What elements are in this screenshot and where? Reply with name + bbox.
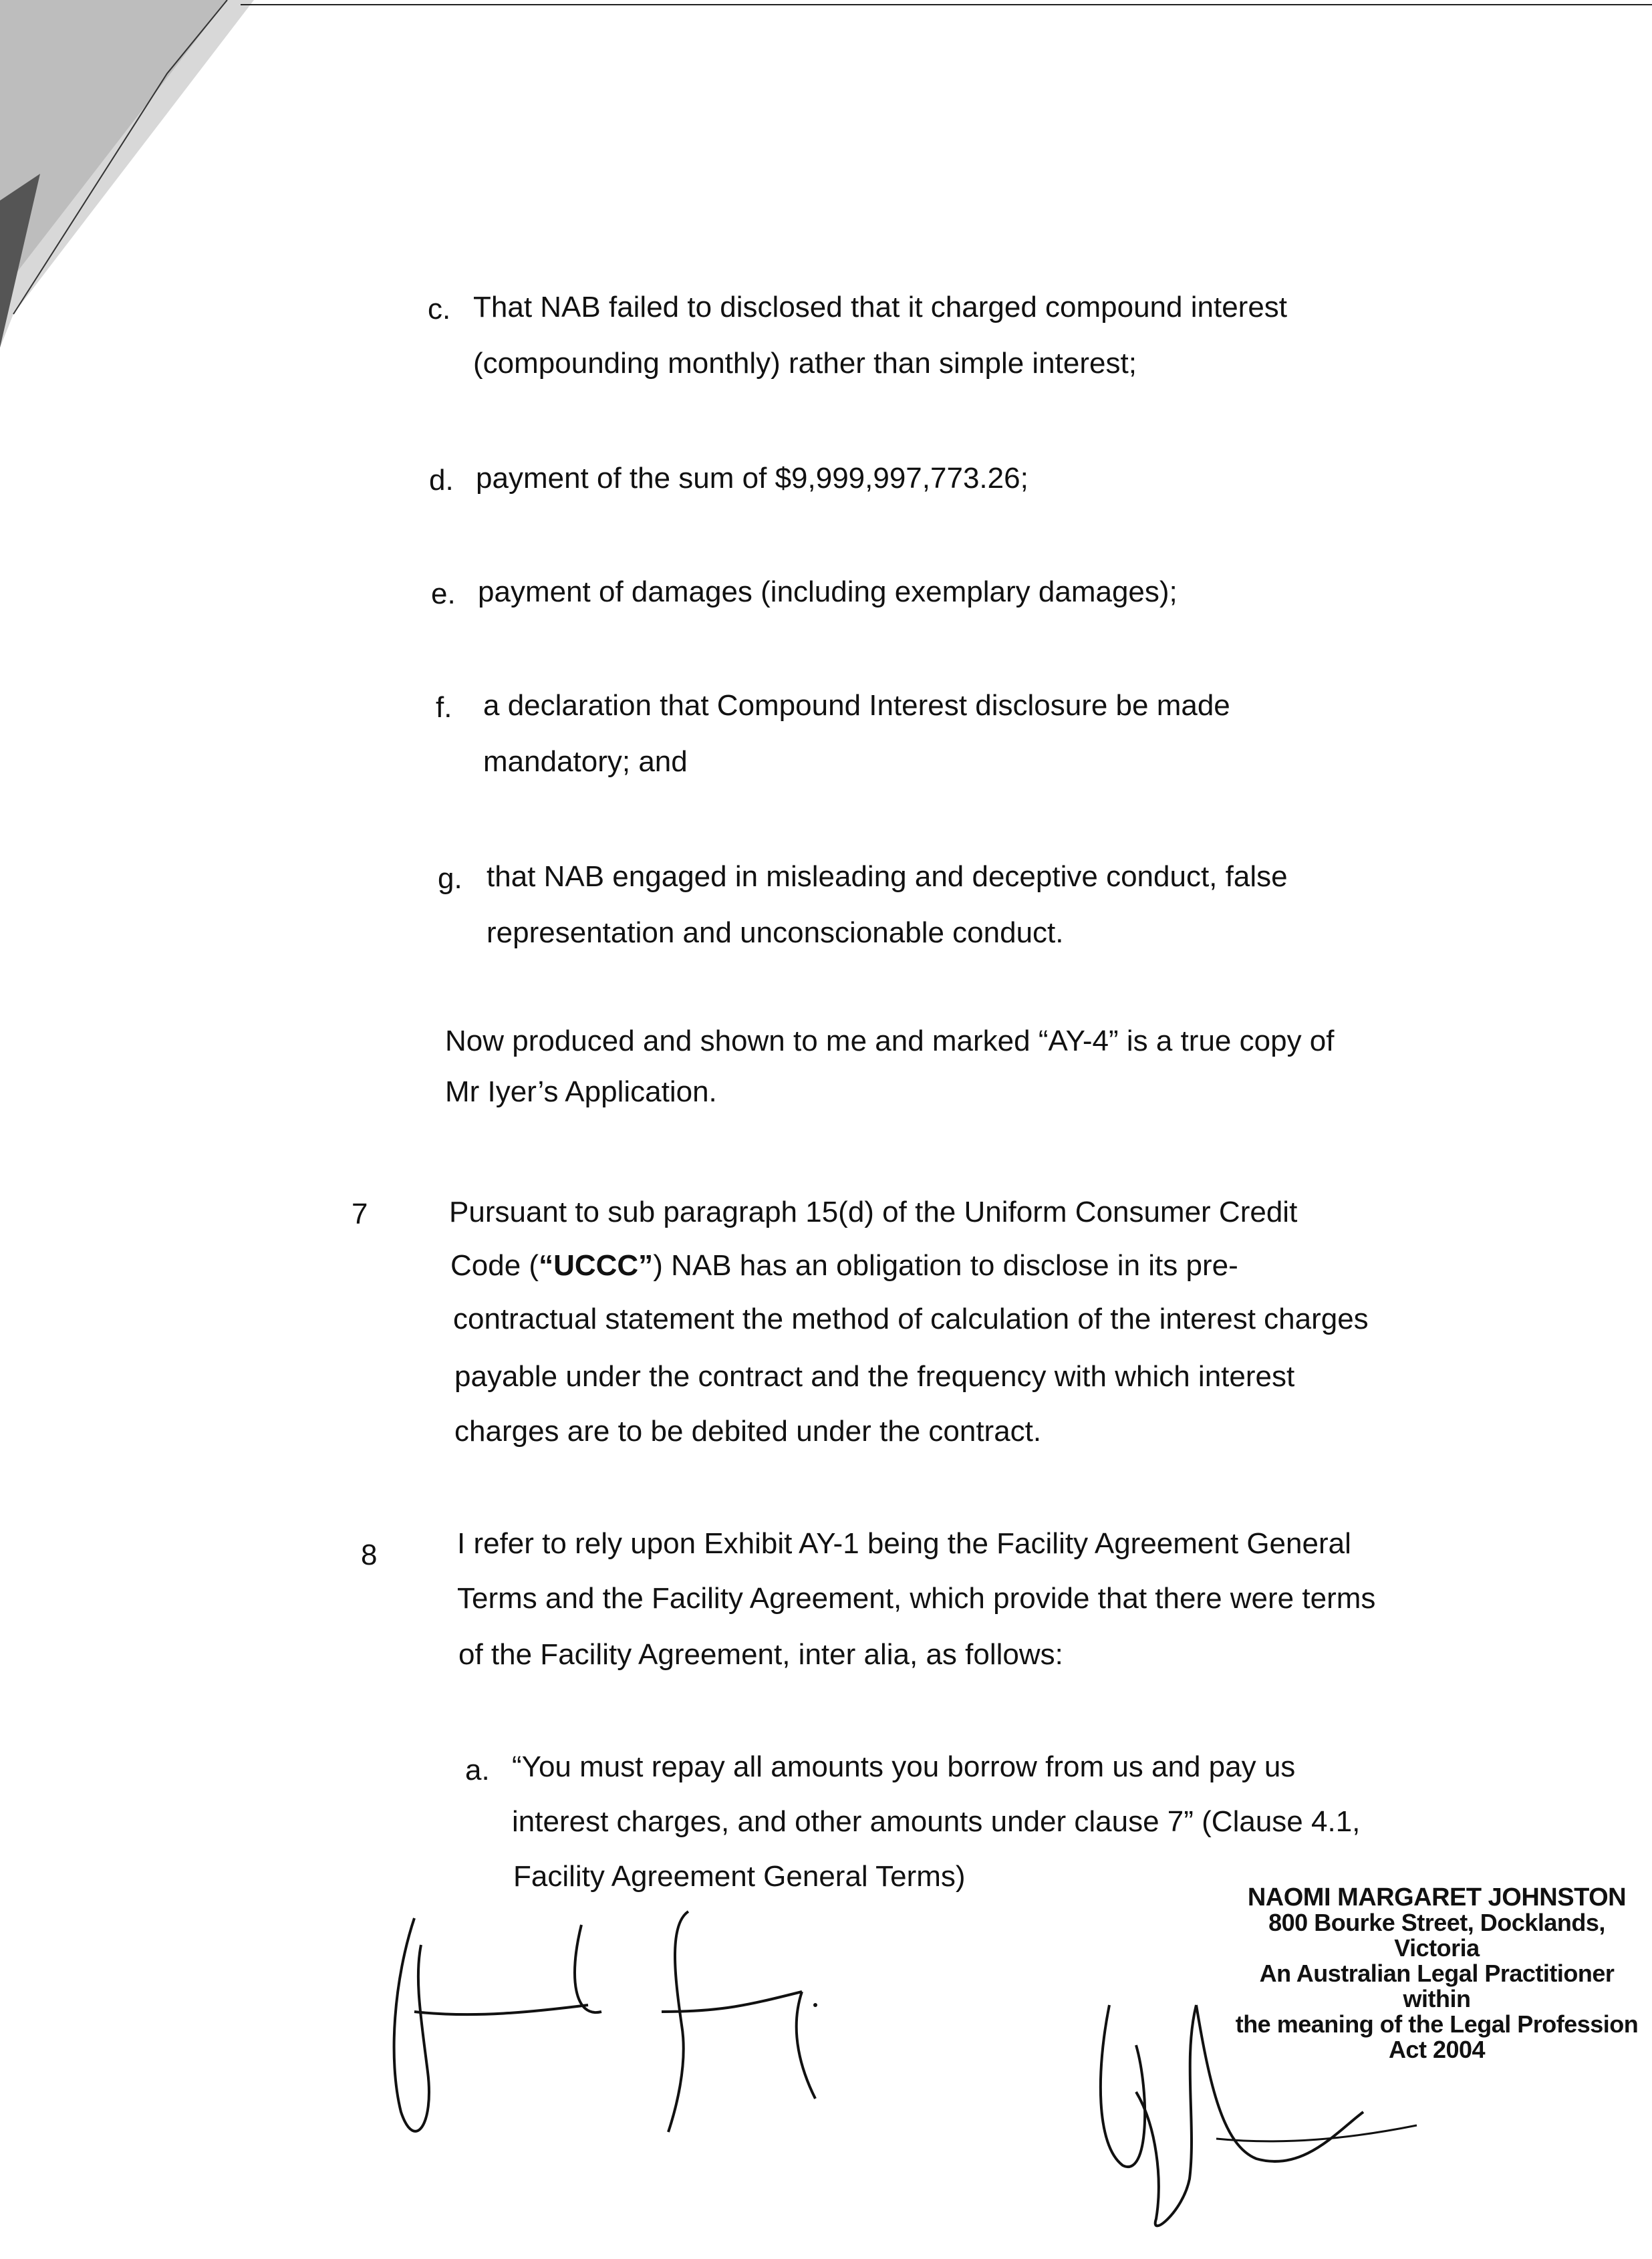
paragraph-7-line-5: charges are to be debited under the contract.	[454, 1415, 1042, 1448]
paragraph-7-line-2: Code (“UCCC”) NAB has an obligation to disclose in its pre-	[450, 1249, 1238, 1282]
sub-item-a-line-3: Facility Agreement General Terms)	[513, 1860, 966, 1893]
item-f-line-2: mandatory; and	[483, 745, 688, 778]
item-d-line-1: payment of the sum of $9,999,997,773.26;	[476, 462, 1028, 495]
item-c-line-2: (compounding monthly) rather than simple interest;	[473, 347, 1137, 380]
paragraph-7-line-3: contractual statement the method of calculation of the interest charges	[453, 1303, 1369, 1335]
witness-address: 800 Bourke Street, Docklands, Victoria	[1268, 1909, 1605, 1962]
uccc-defined-term: “UCCC”	[539, 1249, 654, 1282]
exhibit-note-line-1: Now produced and shown to me and marked “AY-4” is a true copy of	[445, 1025, 1335, 1057]
item-label: d.	[429, 464, 454, 497]
witness-signature	[1083, 1925, 1497, 2232]
witness-qualification-1: An Australian Legal Practitioner within	[1259, 1960, 1615, 2012]
item-label: e.	[431, 577, 456, 610]
paragraph-number: 8	[361, 1539, 378, 1571]
item-label: g.	[438, 862, 462, 895]
page-edge-line	[241, 4, 1652, 5]
item-label: c.	[428, 293, 451, 325]
paragraph-8-line-1: I refer to rely upon Exhibit AY-1 being the Facility Agreement General	[457, 1527, 1351, 1560]
item-g-line-1: that NAB engaged in misleading and deceptive conduct, false	[487, 860, 1288, 893]
item-label: f.	[436, 691, 452, 724]
sub-item-a-line-1: “You must repay all amounts you borrow from us and pay us	[512, 1750, 1296, 1783]
witness-qualification-2: the meaning of the Legal Profession	[1235, 2010, 1639, 2038]
paragraph-7-line-1: Pursuant to sub paragraph 15(d) of the Uniform Consumer Credit	[449, 1196, 1298, 1228]
paragraph-7-line-4: payable under the contract and the frequency with which interest	[454, 1360, 1295, 1393]
witness-name: NAOMI MARGARET JOHNSTON	[1247, 1883, 1627, 1911]
witness-qualification-3: Act 2004	[1388, 2036, 1486, 2063]
item-c-line-1: That NAB failed to disclosed that it charged compound interest	[473, 291, 1288, 323]
deponent-signature	[374, 1845, 962, 2165]
item-label: a.	[465, 1754, 490, 1786]
item-e-line-1: payment of damages (including exemplary damages);	[478, 575, 1178, 608]
item-g-line-2: representation and unconscionable conduct.	[487, 916, 1064, 949]
page-fold-shadow	[0, 0, 254, 348]
item-f-line-1: a declaration that Compound Interest disclosure be made	[483, 689, 1230, 722]
paragraph-number: 7	[352, 1198, 368, 1230]
paragraph-8-line-2: Terms and the Facility Agreement, which provide that there were terms	[457, 1582, 1376, 1615]
sub-item-a-line-2: interest charges, and other amounts under clause 7” (Clause 4.1,	[512, 1805, 1361, 1838]
paragraph-8-line-3: of the Facility Agreement, inter alia, as follows:	[458, 1638, 1063, 1671]
exhibit-note-line-2: Mr Iyer’s Application.	[445, 1075, 717, 1108]
